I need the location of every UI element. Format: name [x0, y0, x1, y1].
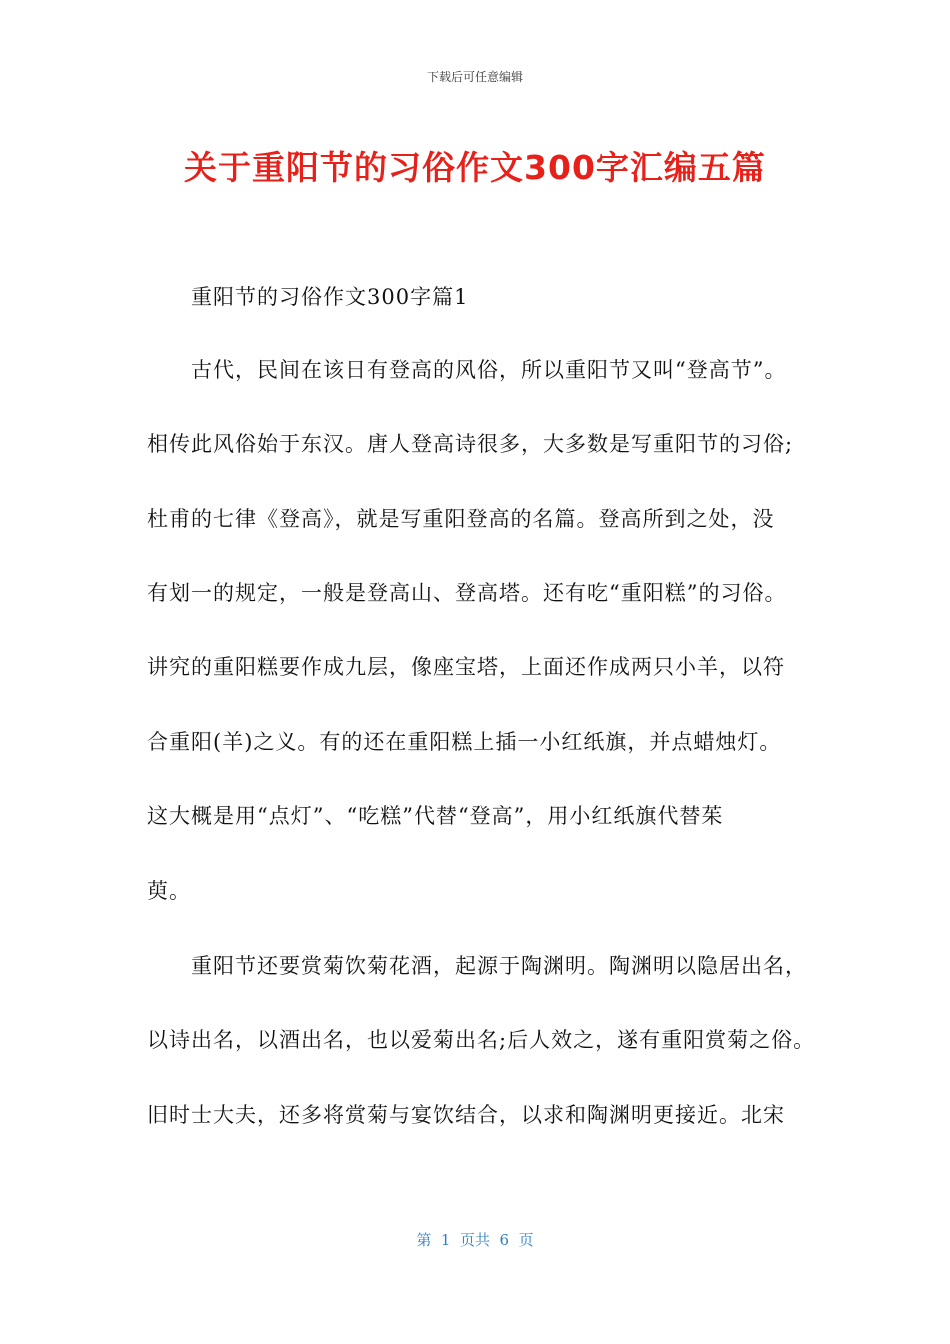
- paragraph-line: 这大概是用“点灯”、“吃糕”代替“登高”，用小红纸旗代替茱: [147, 804, 724, 828]
- paragraph-line: 萸。: [147, 879, 191, 903]
- document-title: 关于重阳节的习俗作文300字汇编五篇: [184, 148, 766, 187]
- paragraph-line: 古代，民间在该日有登高的风俗，所以重阳节又叫“登高节”。: [191, 358, 787, 382]
- paragraph-line: 合重阳(羊)之义。有的还在重阳糕上插一小红纸旗，并点蜡烛灯。: [147, 730, 782, 754]
- section-heading: 重阳节的习俗作文300字篇1: [191, 285, 469, 309]
- paragraph-line: 以诗出名，以酒出名，也以爱菊出名;后人效之，遂有重阳赏菊之俗。: [147, 1028, 816, 1052]
- page-footer: 第 1 页共 6 页: [416, 1231, 534, 1249]
- paragraph-line: 旧时士大夫，还多将赏菊与宴饮结合，以求和陶渊明更接近。北宋: [147, 1103, 785, 1127]
- paragraph-line: 相传此风俗始于东汉。唐人登高诗很多，大多数是写重阳节的习俗;: [147, 432, 794, 456]
- paragraph-line: 有划一的规定，一般是登高山、登高塔。还有吃“重阳糕”的习俗。: [147, 581, 787, 605]
- header-note: 下载后可任意编辑: [426, 70, 523, 84]
- paragraph-line: 杜甫的七律《登高》，就是写重阳登高的名篇。登高所到之处，没: [147, 507, 775, 531]
- paragraph-line: 讲究的重阳糕要作成九层，像座宝塔，上面还作成两只小羊，以符: [147, 655, 785, 679]
- paragraph-line: 重阳节还要赏菊饮菊花酒，起源于陶渊明。陶渊明以隐居出名，: [191, 954, 807, 978]
